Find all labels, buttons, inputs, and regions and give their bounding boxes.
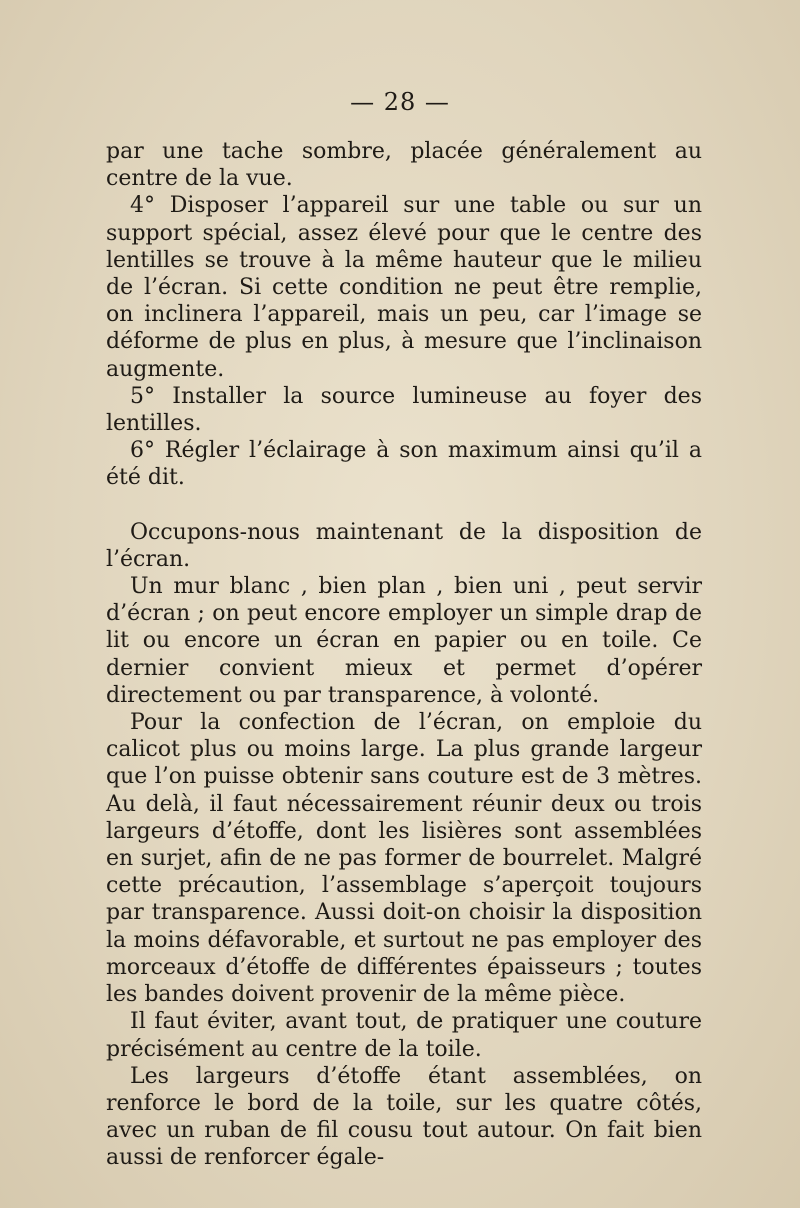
paragraph: 4° Disposer l’appareil sur une table ou sur un support spécial, assez élevé pour que le centre des lentilles se trouve à la même hauteur que le milieu de l’écran. Si cette condition ne peut être remplie, on inclinera l’appareil, mais un peu, car l’image se déforme de plus en plus, à mesure que l’inclinaison augmente. [106,193,702,382]
paragraph: Il faut éviter, avant tout, de pratiquer une couture précisément au centre de la toile. [106,1009,702,1062]
page-number: — 28 — [350,88,450,116]
paragraph: par une tache sombre, placée généralement au centre de la vue. [106,139,702,192]
paragraph: Occupons-nous maintenant de la disposition de l’écran. [106,519,702,572]
paragraph: Pour la confection de l’écran, on emploie du calicot plus ou moins large. La plus grande largeur que l’on puisse obtenir sans couture est de 3 mètres. Au delà, il faut nécessairement réunir deux ou trois largeurs d’étoffe, dont les lisières sont assemblées en surjet, afin de ne pas former de bourrelet. Malgré cette précaution, l’assemblage s’aperçoit toujours par transparence. Aussi doit-on choisir la disposition la moins défavorable, et surtout ne pas employer des morceaux d’étoffe de différentes épaisseurs ; toutes les bandes doivent provenir de la même pièce. [106,710,702,1008]
paragraph: Les largeurs d’étoffe étant assemblées, on renforce le bord de la toile, sur les quatre côtés, avec un ruban de fil cousu tout autour. On fait bien aussi de renforcer égale- [106,1063,702,1171]
body-text [106,138,702,1172]
paragraph: 5° Installer la source lumineuse au foyer des lentilles. [106,383,702,437]
paragraph: Un mur blanc , bien plan , bien uni , peut servir d’écran ; on peut encore employer un simple drap de lit ou encore un écran en papier ou en toile. Ce dernier convient mieux et permet d’opérer directement ou par transparence, à volonté. [106,574,702,708]
paragraph: 6° Régler l’éclairage à son maximum ainsi qu’il a été dit. [106,438,702,491]
